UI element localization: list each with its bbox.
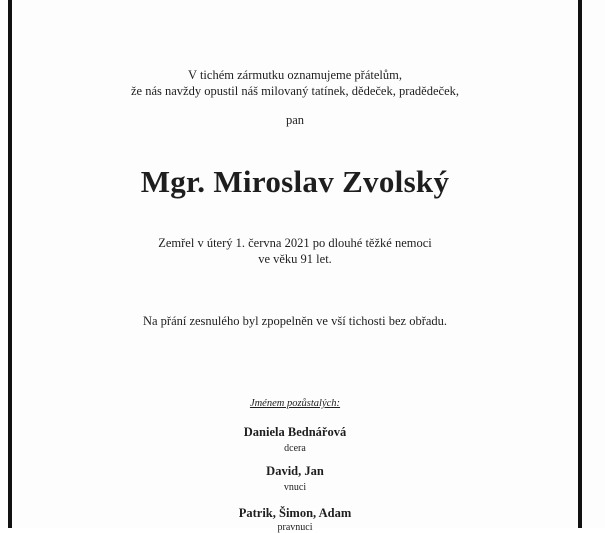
intro-line-2: že nás navždy opustil náš milovaný tatínek, dědeček, pradědeček, [130,84,459,98]
death-info-line-2: ve věku 91 let. [258,252,332,266]
intro-line-1: V tichém zármutku oznamujeme přátelům, [188,68,402,82]
cremation-note: Na přání zesnulého byl zpopelněn ve vší tichosti bez obřadu. [142,314,448,328]
honorific: pan [285,113,305,127]
survivor-relation: pravnuci [277,522,313,533]
survivor-relation: vnuci [283,482,307,493]
survivors-heading: Jménem pozůstalých: [249,398,341,409]
deceased-name: Mgr. Miroslav Zvolský [140,164,450,199]
survivor-name: Patrik, Šimon, Adam [238,506,352,520]
death-info-line-1: Zemřel v úterý 1. června 2021 po dlouhé těžké nemoci [158,236,432,250]
survivor-name: Daniela Bednářová [243,425,347,439]
survivor-name: David, Jan [266,464,324,478]
survivor-relation: dcera [284,443,306,454]
